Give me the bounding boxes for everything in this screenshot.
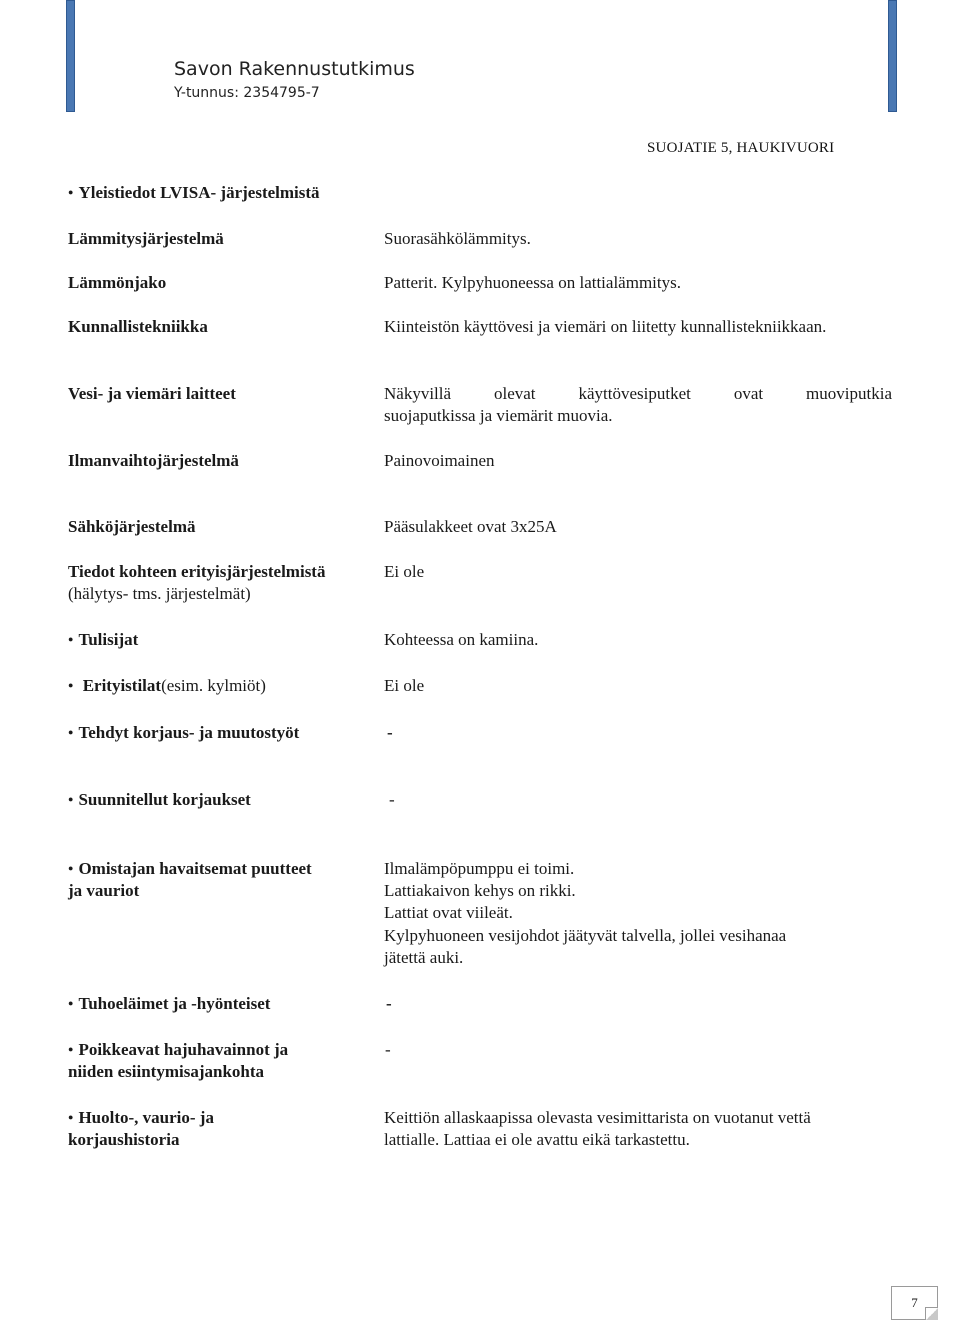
heating-system-label: Lämmitysjärjestelmä [68, 229, 224, 248]
special-systems-sublabel: (hälytys- tms. järjestelmät) [68, 584, 251, 603]
section-heading: ● Yleistiedot LVISA- järjestelmistä [68, 182, 320, 206]
property-address: SUOJATIE 5, HAUKIVUORI [647, 140, 835, 156]
maintenance-history-value-line1: Keittiön allaskaapissa olevasta vesimittarista on vuotanut vettä [384, 1108, 811, 1127]
planned-repairs-value: - [389, 790, 395, 809]
special-spaces-label: Erityistilat [82, 676, 162, 695]
maintenance-history-label-line1: ● Huolto-, vaurio- ja [68, 1107, 214, 1131]
completed-repairs-value: - [387, 723, 393, 742]
special-spaces-value: Ei ole [384, 676, 425, 695]
municipal-utilities-value: Kiinteistön käyttövesi ja viemäri on liitetty kunnallistekniikkaan. [384, 317, 827, 336]
special-spaces-suffix: (esim. kylmiöt) [161, 676, 266, 695]
owner-defect-item: Kylpyhuoneen vesijohdot jäätyvät talvella, jollei vesihanaa [384, 926, 787, 945]
fireplaces-label: ● Tulisijat [68, 629, 138, 653]
heating-system-value: Suorasähkölämmitys. [384, 229, 531, 248]
odor-value: - [385, 1040, 391, 1059]
municipal-utilities-label: Kunnallistekniikka [68, 317, 208, 336]
header-left-bar [66, 0, 75, 112]
electrical-value: Pääsulakkeet ovat 3x25A [384, 517, 557, 536]
business-id: Y-tunnus: 2354795-7 [174, 85, 320, 101]
owner-defects-label-line2: ja vauriot [68, 881, 140, 900]
fireplaces-value: Kohteessa on kamiina. [384, 630, 539, 649]
owner-defect-item: Lattiat ovat viileät. [384, 903, 513, 922]
water-sewer-value-line2: suojaputkissa ja viemärit muovia. [384, 406, 613, 425]
page-number: 7 [891, 1286, 938, 1320]
water-sewer-label: Vesi- ja viemäri laitteet [68, 384, 236, 403]
ventilation-label: Ilmanvaihtojärjestelmä [68, 451, 239, 470]
owner-defect-item: Lattiakaivon kehys on rikki. [384, 881, 576, 900]
pests-value: - [386, 994, 392, 1013]
maintenance-history-label-line2: korjaushistoria [68, 1130, 180, 1149]
odor-label-line1: ● Poikkeavat hajuhavainnot ja [68, 1039, 288, 1063]
planned-repairs-label: ● Suunnitellut korjaukset [68, 789, 251, 813]
owner-defects-label-line1: ● Omistajan havaitsemat puutteet [68, 858, 312, 882]
company-name: Savon Rakennustutkimus [174, 58, 415, 80]
special-systems-label: Tiedot kohteen erityisjärjestelmistä [68, 562, 326, 581]
heat-distribution-value: Patterit. Kylpyhuoneessa on lattialämmitys. [384, 273, 681, 292]
odor-label-line2: niiden esiintymisajankohta [68, 1062, 265, 1081]
special-spaces-row [68, 675, 266, 699]
heat-distribution-label: Lämmönjako [68, 273, 167, 292]
header-right-bar [888, 0, 897, 112]
completed-repairs-label: ● Tehdyt korjaus- ja muutostyöt [68, 722, 299, 746]
special-systems-value: Ei ole [384, 562, 425, 581]
electrical-label: Sähköjärjestelmä [68, 517, 196, 536]
page-fold-corner [925, 1307, 938, 1320]
owner-defect-item: jätettä auki. [384, 948, 464, 967]
ventilation-value: Painovoimainen [384, 451, 495, 470]
pests-label: ● Tuhoeläimet ja -hyönteiset [68, 993, 270, 1017]
owner-defect-item: Ilmalämpöpumppu ei toimi. [384, 859, 575, 878]
water-sewer-value-line1: Näkyvillä olevat käyttövesiputket ovat muoviputkia [384, 384, 892, 403]
maintenance-history-value-line2: lattialle. Lattiaa ei ole avattu eikä tarkastettu. [384, 1130, 690, 1149]
